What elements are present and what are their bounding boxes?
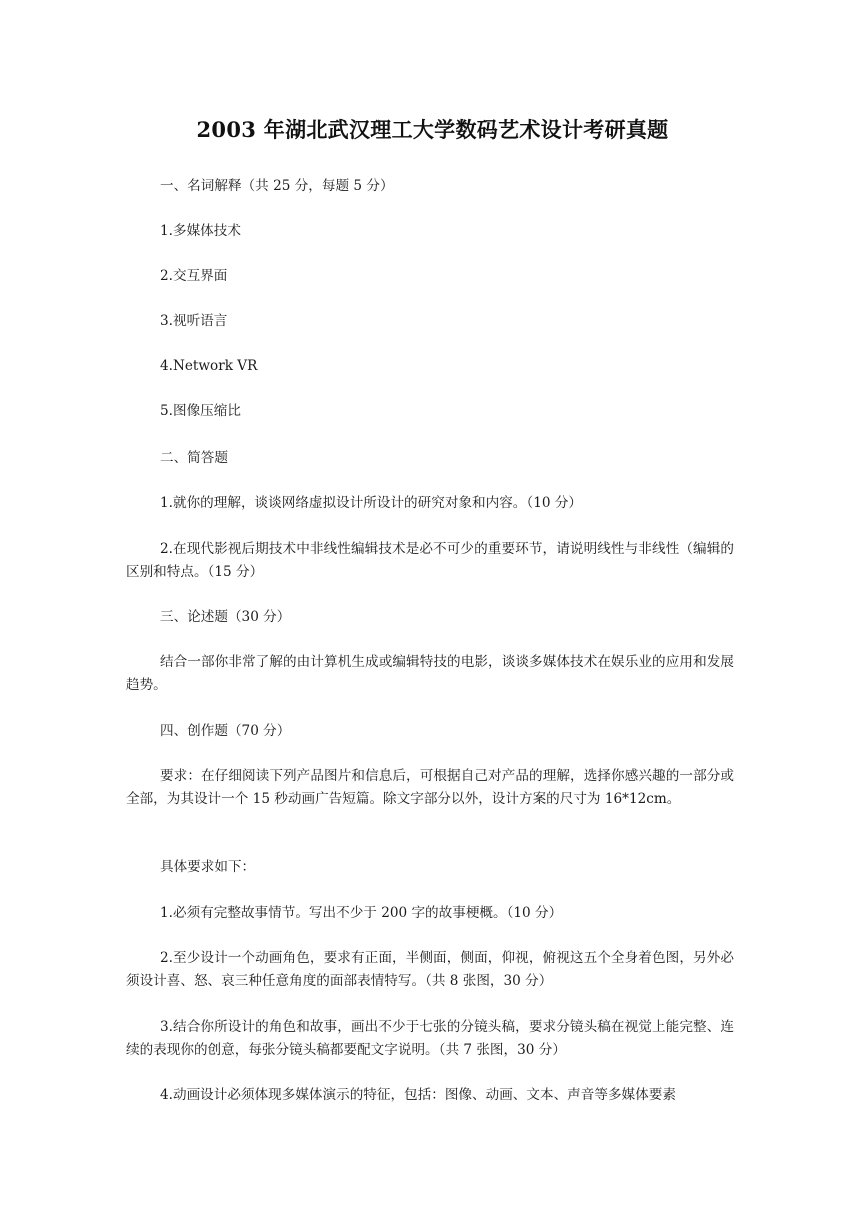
requirement-item: 3.结合你所设计的角色和故事，画出不少于七张的分镜头稿，要求分镜头稿在视觉上能完整、连续的表现你的创意，每张分镜头稿都要配文字说明。（共 7 张图，30 分） <box>126 1019 734 1058</box>
list-item: 5.图像压缩比 <box>160 403 241 419</box>
requirements-intro: 具体要求如下： <box>160 859 256 875</box>
section-heading-short-answer: 二、简答题 <box>160 450 228 466</box>
list-item: 1.多媒体技术 <box>160 223 241 239</box>
requirement-item: 4.动画设计必须体现多媒体演示的特征，包括：图像、动画、文本、声音等多媒体要素 <box>160 1087 676 1103</box>
document-title: 2003 年湖北武汉理工大学数码艺术设计考研真题 <box>196 117 669 142</box>
question-item: 2.在现代影视后期技术中非线性编辑技术是必不可少的重要环节，请说明线性与非线性（编辑的区别和特点。（15 分） <box>126 541 734 580</box>
question-item: 1.就你的理解，谈谈网络虚拟设计所设计的研究对象和内容。（10 分） <box>160 495 583 511</box>
list-item: 4.Network VR <box>160 358 258 374</box>
section-heading-essay: 三、论述题（30 分） <box>160 609 291 625</box>
list-item: 2.交互界面 <box>160 268 228 284</box>
requirement-item: 1.必须有完整故事情节。写出不少于 200 字的故事梗概。（10 分） <box>160 905 563 921</box>
section-heading-creative: 四、创作题（70 分） <box>160 723 291 739</box>
section-heading-definitions: 一、名词解释（共 25 分，每题 5 分） <box>160 178 394 194</box>
requirement-item: 2.至少设计一个动画角色，要求有正面，半侧面，侧面，仰视，俯视这五个全身着色图，另外必须设计喜、怒、哀三种任意角度的面部表情特写。（共 8 张图，30 分） <box>126 950 734 989</box>
creative-requirements: 要求：在仔细阅读下列产品图片和信息后，可根据自己对产品的理解，选择你感兴趣的一部分或全部，为其设计一个 15 秒动画广告短篇。除文字部分以外，设计方案的尺寸为 16*12cm。 <box>126 768 734 807</box>
essay-question: 结合一部你非常了解的由计算机生成或编辑特技的电影，谈谈多媒体技术在娱乐业的应用和发展趋势。 <box>126 654 734 693</box>
list-item: 3.视听语言 <box>160 313 228 329</box>
